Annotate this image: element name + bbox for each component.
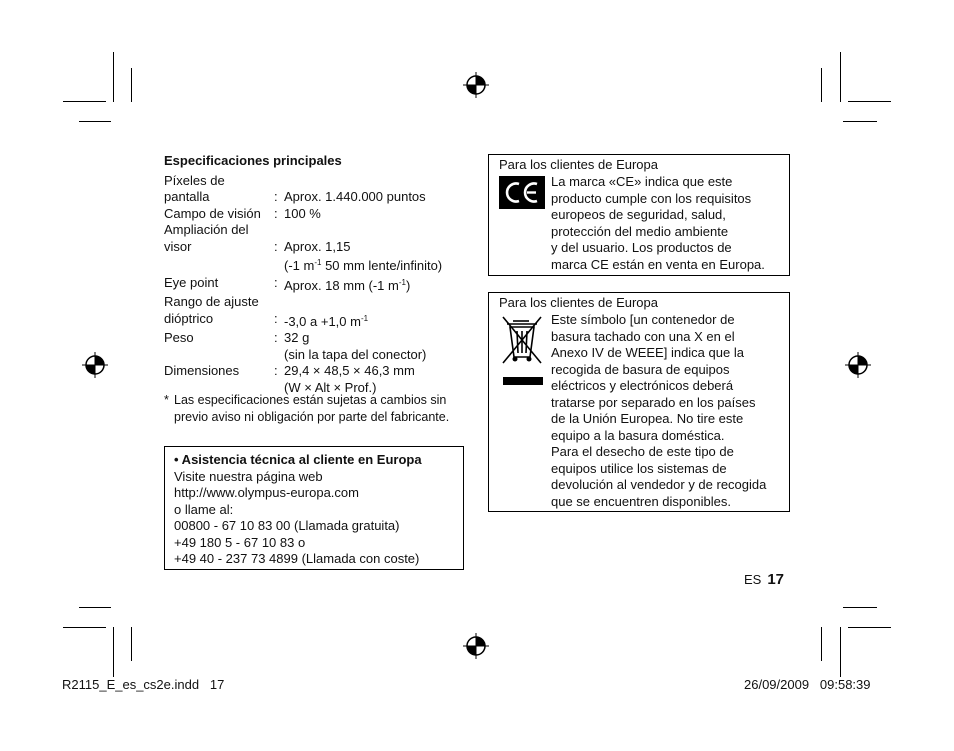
support-url: http://www.olympus-europa.com — [174, 485, 359, 500]
ce-text-line: protección del medio ambiente — [551, 223, 729, 239]
spec-value: -3,0 a +1,0 $m^{-1}$ — [284, 313, 369, 329]
spec-row — [164, 294, 474, 311]
ce-box-heading: Para los clientes de Europa — [499, 157, 658, 172]
weee-text-line: que se encuentren disponibles. — [551, 493, 731, 509]
specifications-section — [164, 153, 474, 396]
ce-mark-box — [488, 154, 790, 276]
registration-mark-icon — [463, 633, 489, 659]
support-info-box — [164, 446, 464, 570]
spec-label: Campo de visión — [164, 205, 261, 221]
registration-mark-icon — [463, 72, 489, 98]
specifications-title: Especificaciones principales — [164, 153, 342, 168]
spec-value: 32 g — [284, 330, 310, 345]
language-code: ES — [744, 572, 762, 587]
ce-text-line: producto cumple con los requisitos — [551, 190, 752, 206]
ce-text-line: europeos de seguridad, salud, — [551, 207, 726, 222]
weee-text-line: tratarse por separado en los países — [551, 394, 756, 410]
spec-row: dióptrico : -3,0 a +1,0 $m^{-1}$ — [164, 311, 474, 331]
weee-text-line: equipo a la basura doméstica. — [551, 427, 725, 443]
spec-label: visor — [164, 238, 192, 254]
page-number — [744, 571, 784, 588]
weee-box — [488, 292, 790, 512]
spec-label: dióptrico — [164, 310, 214, 326]
footer-timestamp: 26/09/2009 09:58:39 — [744, 677, 871, 692]
ce-text-line: marca CE están en venta en Europa. — [551, 256, 765, 272]
registration-mark-icon — [845, 352, 871, 378]
spec-row: Peso : 32 g (sin la tapa del conector) — [164, 330, 474, 363]
support-line: Visite nuestra página web — [174, 468, 323, 484]
spec-row: Dimensiones : 29,4 × 48,5 × 46,3 mm (W × Alt × Prof.) — [164, 363, 474, 396]
registration-mark-icon — [82, 352, 108, 378]
weee-text-line: Anexo IV de WEEE] indica que la — [551, 345, 744, 360]
weee-box-heading: Para los clientes de Europa — [499, 295, 658, 310]
spec-value: Aprox. 1,15 — [284, 238, 351, 254]
spec-label: Ampliación del — [164, 222, 249, 237]
spec-label: Peso — [164, 330, 194, 345]
spec-label: Rango de ajuste — [164, 294, 259, 309]
support-phone: 00800 - 67 10 83 00 (Llamada gratuita) — [174, 518, 400, 533]
spec-label: Dimensiones — [164, 363, 240, 378]
spec-row — [164, 222, 474, 239]
weee-text-line: de la Unión Europea. No tire este — [551, 411, 744, 426]
ce-text-line: y del usuario. Los productos de — [551, 240, 732, 255]
support-phone: +49 40 - 237 73 4899 (Llamada con coste) — [174, 551, 420, 566]
support-phone: +49 180 5 - 67 10 83 o — [174, 534, 306, 550]
spec-row: Campo de visión : 100 % — [164, 206, 474, 223]
ce-text-line: La marca «CE» indica que este — [551, 174, 733, 189]
spec-value: Aprox. 18 mm (-1 $m^{-1}$) — [284, 277, 411, 293]
support-title: • Asistencia técnica al cliente en Europa — [174, 452, 422, 467]
spec-label: pantalla — [164, 189, 210, 204]
weee-text-line: basura tachado con una X en el — [551, 328, 735, 344]
spec-value-extra: (W × Alt × Prof.) — [284, 379, 377, 395]
weee-text-line: devolución al vendedor y de recogida — [551, 477, 767, 492]
weee-text-line: Este símbolo [un contenedor de — [551, 312, 735, 327]
spec-value: Aprox. 1.440.000 puntos — [284, 189, 426, 204]
spec-value: 100 % — [284, 205, 321, 221]
ce-mark-icon — [499, 176, 545, 209]
specifications-footnote: * Las especificaciones están sujetas a cambios sin previo aviso ni obligación por parte del fabricante. — [164, 393, 450, 424]
spec-row: visor : Aprox. 1,15 (-1 $m^{-1}$ 50 mm lente/infinito) — [164, 239, 474, 275]
page-number-value: 17 — [767, 571, 785, 588]
support-line: o llame al: — [174, 501, 234, 517]
spec-label: Píxeles de — [164, 172, 225, 188]
spec-value-extra: (sin la tapa del conector) — [284, 346, 427, 362]
footer-filename: R2115_E_es_cs2e.indd 17 — [62, 677, 225, 692]
spec-row — [164, 173, 474, 190]
spec-value: 29,4 × 48,5 × 46,3 mm — [284, 363, 415, 378]
weee-text-line: recogida de basura de equipos — [551, 361, 730, 377]
spec-row: pantalla : Aprox. 1.440.000 puntos — [164, 189, 474, 206]
spec-label: Eye point — [164, 274, 219, 290]
spec-row: Eye point : Aprox. 18 mm (-1 $m^{-1}$) — [164, 275, 474, 295]
crossed-bin-icon — [501, 315, 545, 387]
spec-value-extra: (-1 $m^{-1}$ 50 mm lente/infinito) — [284, 258, 443, 273]
weee-text-line: equipos utilice los sistemas de — [551, 460, 727, 476]
weee-text-line: eléctricos y electrónicos deberá — [551, 378, 734, 393]
weee-text-line: Para el desecho de este tipo de — [551, 444, 734, 459]
